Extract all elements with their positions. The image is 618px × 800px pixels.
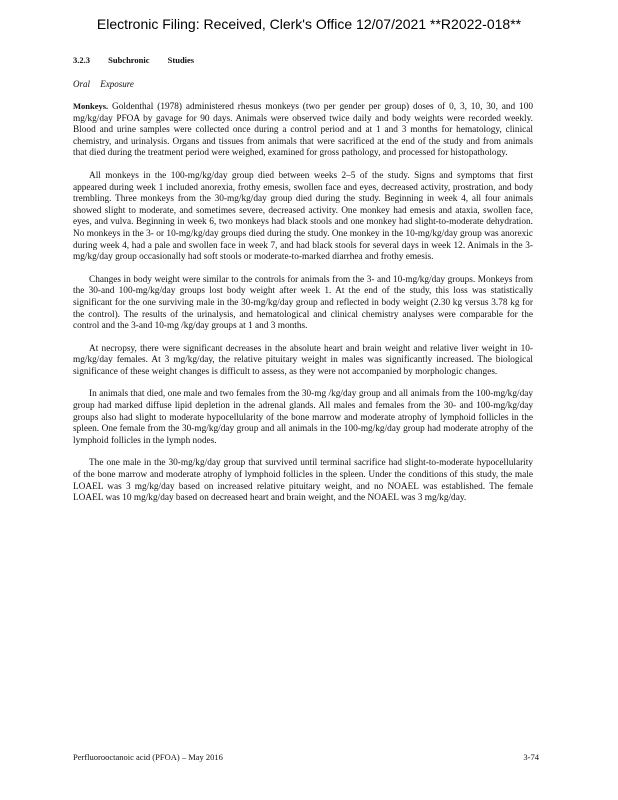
paragraph-body-weight: Changes in body weight were similar to the controls for animals from the 3- and 10-mg/kg/day groups. Monkeys from the 30-and 100-mg/kg/day groups lost body weight after week 1. At the end of the study, this loss was statistically significant for the one surviving male in the 30-mg/kg/day group and reflected in body weight (2.30 kg versus 3.78 kg for the control). The results of the urinalysis, and hematological and clinical chemistry analyses were comparable for the control and the 3-and 10-mg /kg/day groups at 1 and 3 months. [73, 274, 533, 332]
paragraph-monkeys [73, 101, 533, 160]
section-heading [73, 55, 533, 65]
paragraph-text: Goldenthal (1978) administered rhesus monkeys (two per gender per group) doses of 0, 3, 10, 30, and 100 mg/kg/day PFOA by gavage for 90 days. Animals were observed twice daily and body weights were recorded weekly. Blood and urine samples were collected once during a control period and at 1 and 3 months for hematology, clinical chemistry, and urinalysis. Organs and tissues from animals that were sacrificed at the end of the study and from animals that died during the treatment period were weighed, examined for gross pathology, and processed for histopathology. [73, 102, 533, 159]
paragraph-necropsy: At necropsy, there were significant decreases in the absolute heart and brain weight and relative liver weight in 10-mg/kg/day females. At 3 mg/kg/day, the relative pituitary weight in males was significantly increased. The biological significance of these weight changes is difficult to assess, as they were not accompanied by morphologic changes. [73, 343, 533, 377]
page-footer [73, 752, 539, 762]
paragraph-mortality: All monkeys in the 100-mg/kg/day group died between weeks 2–5 of the study. Signs and symptoms that first appeared during week 1 included anorexia, frothy emesis, swollen face and eyes, decreased activity, prostration, and body trembling. Three monkeys from the 30-mg/kg/day group died during the study. Beginning in week 4, all four animals showed slight to moderate, and sometimes severe, decreased activity. One monkey had emesis and ataxia, swollen face, eyes, and vulva. Beginning in week 6, two monkeys had black stools and one monkey had slight-to-moderate dehydration. No monkeys in the 3- or 10-mg/kg/day groups died during the study. One monkey in the 10-mg/kg/day group was anorexic during week 4, had a pale and swollen face in week 7, and had black stools for several days in week 12. Animals in the 3-mg/kg/day group occasionally had soft stools or moderate-to-marked diarrhea and frothy emesis. [73, 170, 533, 263]
section-subtitle: Oral Exposure [73, 79, 134, 89]
page-number: 3-74 [523, 752, 539, 762]
section-title: Subchronic Studies [108, 55, 195, 65]
paragraph-lead: Monkeys. [73, 101, 109, 111]
footer-document-title: Perfluorooctanoic acid (PFOA) – May 2016 [73, 752, 223, 762]
filing-stamp: Electronic Filing: Received, Clerk's Office 12/07/2021 **R2022-018** [96, 16, 522, 32]
paragraph-conclusion: The one male in the 30-mg/kg/day group that survived until terminal sacrifice had slight-to-moderate hypocellularity of the bone marrow and moderate atrophy of lymphoid follicles in the spleen. Under the conditions of this study, the male LOAEL was 3 mg/kg/day based on increased relative pituitary weight, and no NOAEL was established. The female LOAEL was 10 mg/kg/day based on decreased heart and brain weight, and the NOAEL was 3 mg/kg/day. [73, 458, 533, 504]
document-page [73, 55, 533, 516]
paragraph-histopathology: In animals that died, one male and two females from the 30-mg /kg/day group and all animals from the 100-mg/kg/day group had marked diffuse lipid depletion in the adrenal glands. All males and females from the 30- and 100-mg/kg/day groups also had slight to moderate hypocellularity of the bone marrow and moderate atrophy of lymphoid follicles in the spleen. One female from the 30-mg/kg/day group and all animals in the 100-mg/kg/day group had moderate atrophy of the lymphoid follicles in the lymph nodes. [73, 389, 533, 446]
section-number: 3.2.3 [73, 55, 90, 65]
